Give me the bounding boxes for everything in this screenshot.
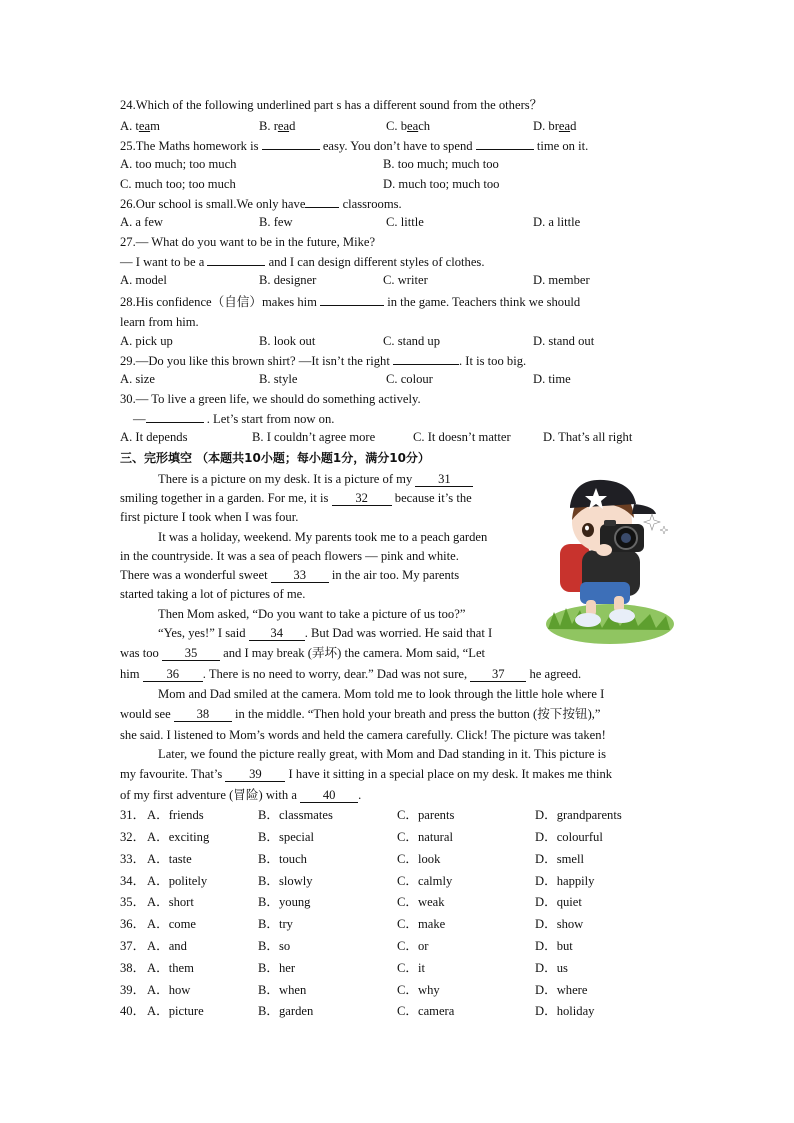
answer-option-b: B．touch [258,852,307,866]
answer-number: 36． [120,917,146,931]
blank-35: 35 [162,647,220,661]
answer-option-d: D．where [535,983,588,997]
answer-option-d: D．holiday [535,1004,595,1018]
q29-option-c: C. colour [386,372,433,386]
answer-option-a: A．politely [147,874,208,888]
q26-option-a: A. a few [120,215,164,229]
q29-option-a: A. size [120,372,155,386]
answer-option-d: D．colourful [535,830,603,844]
q27-stem: 27.— What do you want to be in the future, Mike? [120,235,376,249]
passage-line: smiling together in a garden. For me, it is 32 because it’s the [120,491,472,505]
q25-option-b: B. too much; much too [383,157,499,171]
blank-31: 31 [415,473,473,487]
answer-number: 38． [120,961,146,975]
passage-line: of my first adventure (冒险) with a 40 . [120,788,362,802]
q26-option-d: D. a little [533,215,581,229]
boy-with-camera-illustration [540,474,674,646]
passage-line: Then Mom asked, “Do you want to take a picture of us too?” [158,607,466,621]
answer-option-c: C．make [397,917,446,931]
blank-39: 39 [225,768,285,782]
blank-34: 34 [249,627,305,641]
q25-stem: 25.The Maths homework is easy. You don’t have to spend time on it. [120,139,589,153]
q29-option-d: D. time [533,372,571,386]
passage-line: There was a wonderful sweet 33 in the air too. My parents [120,568,460,582]
q30-option-b: B. I couldn’t agree more [252,430,376,444]
passage-line: my favourite. That’s 39 I have it sitting in a special place on my desk. It makes me think [120,767,613,781]
q25-option-c: C. much too; too much [120,177,236,191]
answer-option-d: D．quiet [535,895,582,909]
q28-option-d: D. stand out [533,334,595,348]
answer-option-a: A．taste [147,852,192,866]
answer-option-a: A．come [147,917,196,931]
answer-option-a: A．and [147,939,187,953]
answer-option-a: A．picture [147,1004,204,1018]
passage-line: she said. I listened to Mom’s words and held the camera carefully. Click! The picture was taken! [120,728,606,742]
answer-option-a: A．them [147,961,194,975]
q27-option-a: A. model [120,273,167,287]
answer-option-d: D．happily [535,874,595,888]
answer-number: 37． [120,939,146,953]
q27-option-b: B. designer [259,273,317,287]
answer-number: 39． [120,983,146,997]
q27-option-d: D. member [533,273,590,287]
answer-option-d: D．us [535,961,568,975]
q26-option-b: B. few [259,215,293,229]
q26-stem: 26.Our school is small.We only have classrooms. [120,197,402,211]
answer-option-d: D．show [535,917,584,931]
answer-option-c: C．calmly [397,874,453,888]
passage-line: It was a holiday, weekend. My parents took me to a peach garden [158,530,488,544]
q24-stem: 24.Which of the following underlined part s has a different sound from the others？ [120,98,543,112]
blank-40: 40 [300,789,358,803]
q30-option-a: A. It depends [120,430,188,444]
passage-line: Later, we found the picture really great, with Mom and Dad standing in it. This picture is [158,747,606,761]
q29-stem: 29.—Do you like this brown shirt? —It isn’t the right . It is too big. [120,354,527,368]
q25-option-d: D. much too; much too [383,177,500,191]
q28-option-b: B. look out [259,334,316,348]
answer-number: 31． [120,808,146,822]
q25-option-a: A. too much; too much [120,157,237,171]
blank-36: 36 [143,668,203,682]
passage-line: first picture I took when I was four. [120,510,299,524]
answer-option-c: C．camera [397,1004,455,1018]
q27-line2: — I want to be a and I can design different styles of clothes. [120,255,485,269]
blank-38: 38 [174,708,232,722]
q26-option-c: C. little [386,215,424,229]
passage-line: in the countryside. It was a sea of peach flowers — pink and white. [120,549,459,563]
q30-option-d: D. That’s all right [543,430,633,444]
q28-option-a: A. pick up [120,334,173,348]
passage-line: There is a picture on my desk. It is a picture of my 31 [158,471,473,487]
answer-number: 34． [120,874,146,888]
answer-option-d: D．but [535,939,573,953]
passage-line: him 36 . There is no need to worry, dear.” Dad was not sure, 37 he agreed. [120,667,582,681]
answer-number: 32． [120,830,146,844]
answer-option-a: A．friends [147,808,204,822]
answer-option-b: B．slowly [258,874,313,888]
passage-line: Mom and Dad smiled at the camera. Mom told me to look through the little hole where I [158,687,605,701]
answer-option-a: A．short [147,895,194,909]
answer-option-b: B．young [258,895,311,909]
passage-line: started taking a lot of pictures of me. [120,587,306,601]
answer-option-c: C．natural [397,830,453,844]
q30-line2: — . Let’s start from now on. [133,412,335,426]
answer-option-c: C．or [397,939,429,953]
answer-option-c: C．look [397,852,441,866]
q27-option-c: C. writer [383,273,428,287]
answer-option-b: B．her [258,961,296,975]
blank-33: 33 [271,569,329,583]
section-title: 三、完形填空 （本题共10小题；每小题1分，满分10分） [120,451,430,465]
q30-option-c: C. It doesn’t matter [413,430,511,444]
answer-option-c: C．weak [397,895,445,909]
q24-option-d: D. bread [533,119,577,133]
q28-line2: learn from him. [120,315,199,329]
q28-stem: 28.His confidence（自信）makes him in the game. Teachers think we should [120,295,581,309]
q28-option-c: C. stand up [383,334,441,348]
answer-option-a: A．exciting [147,830,210,844]
answer-option-c: C．it [397,961,425,975]
q30-stem: 30.— To live a green life, we should do something actively. [120,392,421,406]
answer-option-a: A．how [147,983,191,997]
passage-line: would see 38 in the middle. “Then hold your breath and press the button (按下按钮),” [120,707,601,721]
answer-option-b: B．classmates [258,808,333,822]
answer-option-b: B．try [258,917,293,931]
blank-37: 37 [470,668,526,682]
answer-option-b: B．when [258,983,307,997]
answer-number: 40． [120,1004,146,1018]
q24-option-b: B. read [259,119,296,133]
q24-option-c: C. beach [386,119,431,133]
passage-line: was too 35 and I may break (弄坏) the camera. Mom said, “Let [120,646,486,660]
q29-option-b: B. style [259,372,298,386]
answer-number: 35． [120,895,146,909]
answer-option-c: C．parents [397,808,455,822]
q24-option-a: A. team [120,119,160,133]
answer-option-c: C．why [397,983,440,997]
blank-32: 32 [332,492,392,506]
answer-option-d: D．grandparents [535,808,622,822]
answer-option-b: B．special [258,830,314,844]
answer-option-d: D．smell [535,852,584,866]
passage-line: “Yes, yes!” I said 34 . But Dad was worried. He said that I [158,626,493,640]
answer-number: 33． [120,852,146,866]
answer-option-b: B．so [258,939,291,953]
answer-option-b: B．garden [258,1004,314,1018]
